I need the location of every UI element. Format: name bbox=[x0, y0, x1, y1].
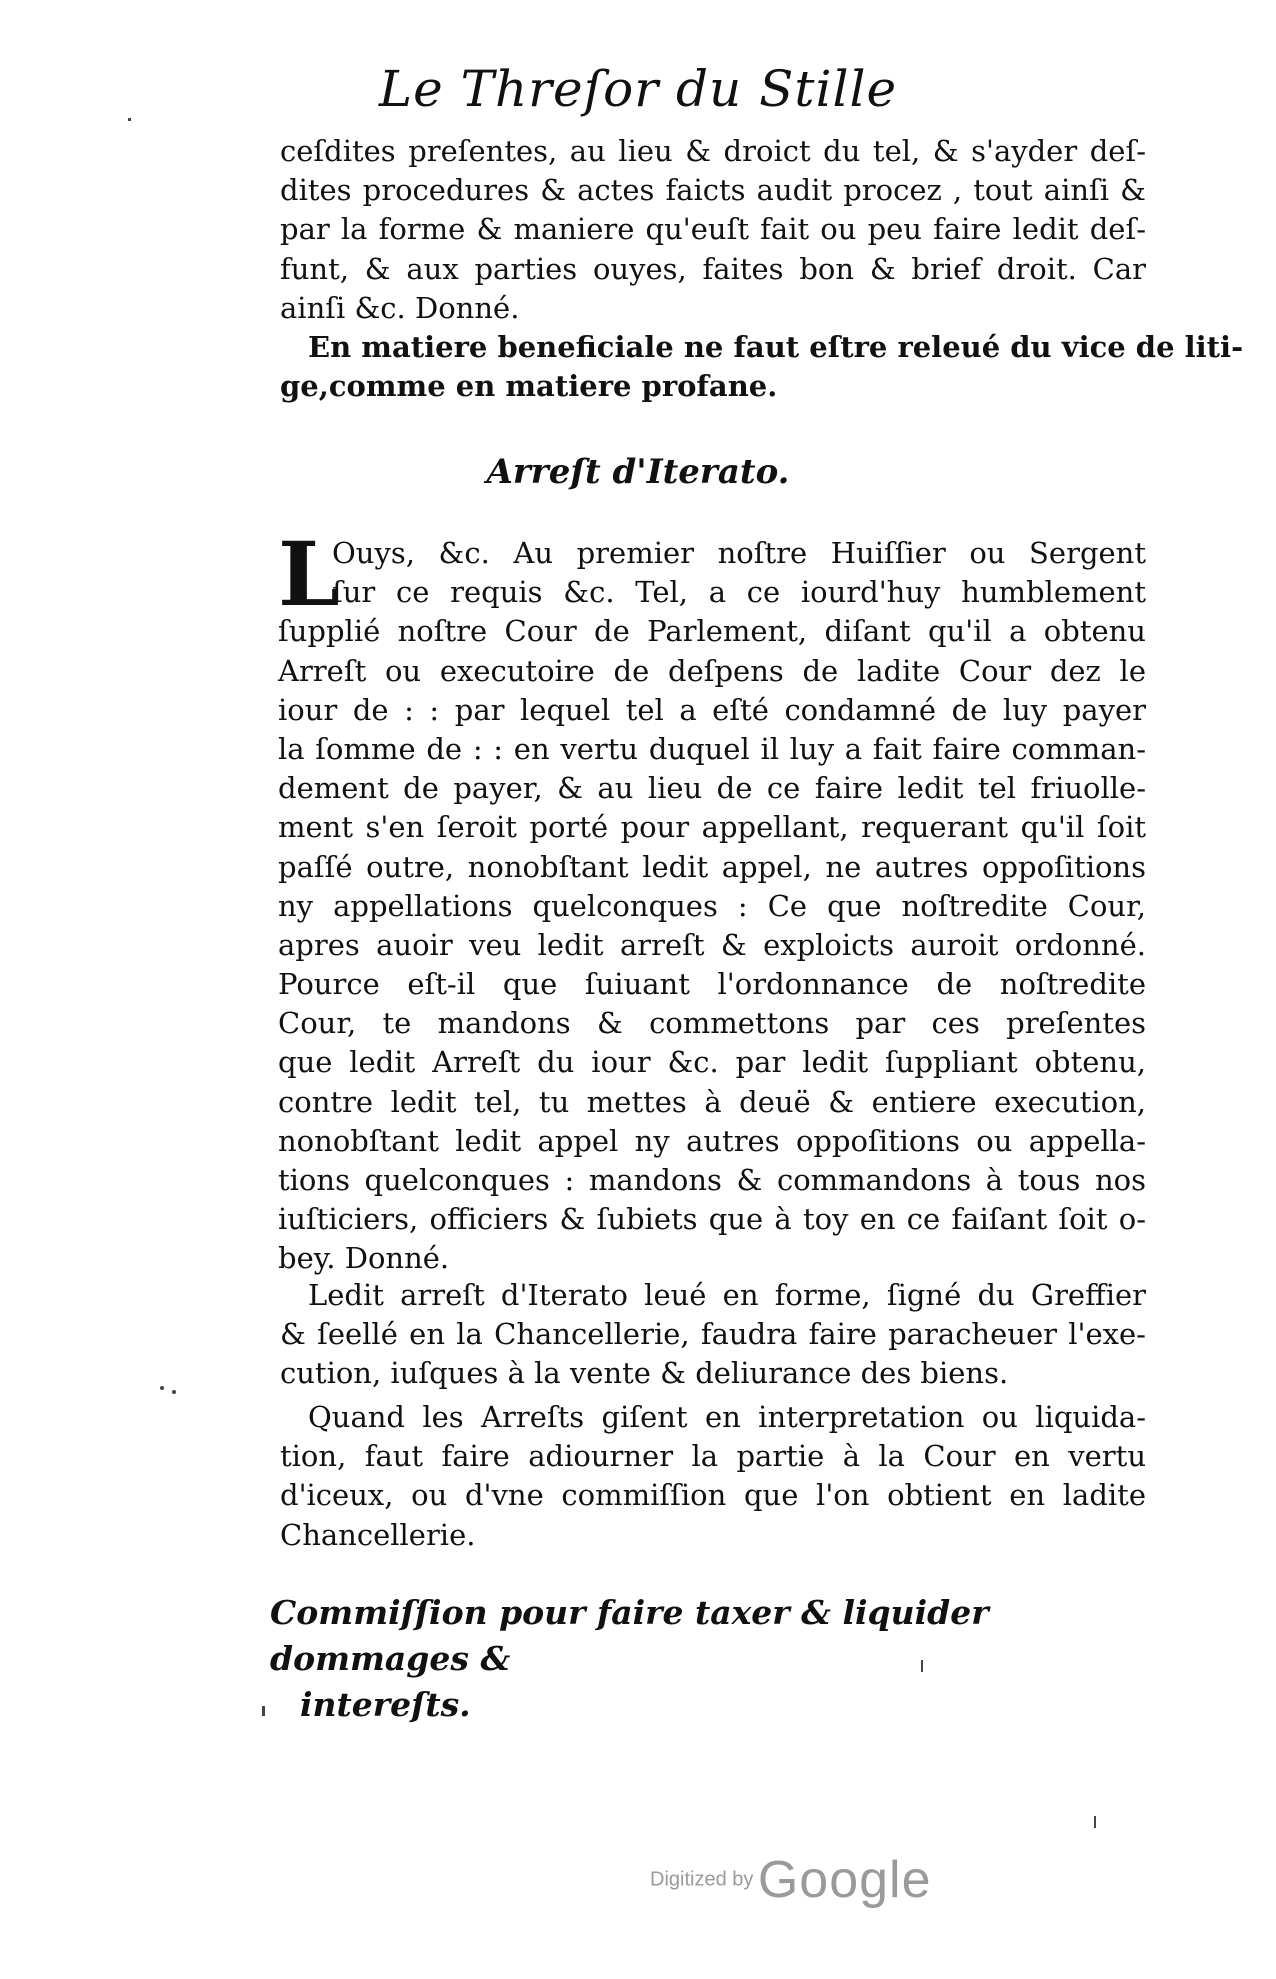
text-line: nonobſtant ledit appel ny autres oppoſitions ou appella- bbox=[278, 1123, 1146, 1158]
heading-line: intereſts. bbox=[300, 1685, 471, 1724]
text-line: Quand les Arreſts giſent en interpretation ou liquida- bbox=[308, 1400, 1146, 1434]
text-line: tions quelconques : mandons & commandons à tous nos bbox=[278, 1163, 1146, 1197]
text-line: d'iceux, ou d'vne commiſſion que l'on obtient en ladite bbox=[280, 1478, 1146, 1513]
text-line: paſſé outre, nonobſtant ledit appel, ne autres oppoſitions bbox=[278, 849, 1146, 884]
text-line: que ledit Arreſt du iour &c. par ledit ſuppliant obtenu, bbox=[278, 1045, 1146, 1080]
paragraph-iterato bbox=[280, 1276, 1146, 1394]
digitized-label: Digitized by bbox=[650, 1868, 754, 1891]
text-line: funt, & aux parties ouyes, faites bon & brief droit. Car bbox=[280, 251, 1146, 286]
text-line: Ouys, &c. Au premier noſtre Huiſſier ou Sergent bbox=[332, 536, 1146, 570]
text-line: iuſticiers, officiers & ſubiets que à toy en ce faiſant ſoit o- bbox=[278, 1202, 1146, 1237]
text-line: Cour, te mandons & commettons par ces preſentes bbox=[278, 1006, 1146, 1041]
section-heading-arrest: Arreſt d'Iterato. bbox=[486, 452, 790, 492]
print-speck bbox=[921, 1660, 923, 1672]
text-line: apres auoir veu ledit arreſt & exploicts auroit ordonné. bbox=[278, 927, 1146, 962]
paragraph-continuation bbox=[280, 132, 1146, 328]
print-speck bbox=[262, 1706, 265, 1716]
drop-cap: L bbox=[278, 522, 340, 626]
section-heading-commission bbox=[270, 1590, 1150, 1728]
digitized-watermark bbox=[650, 1850, 932, 1910]
letter-body bbox=[278, 534, 1146, 1279]
paragraph-interpretation bbox=[280, 1398, 1146, 1555]
text-line: contre ledit tel, tu mettes à deuë & entiere execution, bbox=[278, 1084, 1146, 1119]
print-speck bbox=[1094, 1816, 1096, 1828]
google-wordmark: Google bbox=[757, 1851, 932, 1909]
text-line: En matiere beneficiale ne faut eſtre releué du vice de liti- bbox=[308, 330, 1244, 364]
text-line: & ſeellé en la Chancellerie, faudra faire paracheuer l'exe- bbox=[280, 1317, 1146, 1352]
text-line: ſur ce requis &c. Tel, a ce iourd'huy humblement bbox=[332, 575, 1146, 610]
running-head: Le Threſor du Stille bbox=[378, 60, 898, 118]
print-speck bbox=[172, 1390, 176, 1394]
text-line: Pource eſt-il que ſuiuant l'ordonnance de noſtredite bbox=[278, 967, 1146, 1002]
text-line: ainſi &c. Donné. bbox=[280, 290, 520, 325]
text-line: cution, iuſques à la vente & deliurance des biens. bbox=[280, 1356, 1009, 1391]
text-line: bey. Donné. bbox=[278, 1241, 450, 1276]
text-line: ment s'en ſeroit porté pour appellant, requerant qu'il ſoit bbox=[278, 810, 1146, 845]
text-line: par la forme & maniere qu'euſt fait ou peu faire ledit deſ- bbox=[280, 212, 1146, 247]
paragraph-beneficiale bbox=[280, 328, 1244, 406]
text-line: ge,comme en matiere profane. bbox=[280, 369, 778, 404]
text-line: Arreſt ou executoire de deſpens de ladite Cour dez le bbox=[278, 653, 1146, 688]
text-line: tion, faut faire adiourner la partie à la Cour en vertu bbox=[280, 1439, 1146, 1474]
text-line: dites procedures & actes faicts audit procez , tout ainſi & bbox=[280, 173, 1146, 208]
text-line: ny appellations quelconques : Ce que noſtredite Cour, bbox=[278, 888, 1146, 923]
text-line: Chancellerie. bbox=[280, 1517, 476, 1552]
heading-line: Commiſſion pour faire taxer & liquider dommages & bbox=[270, 1593, 989, 1678]
text-line: dement de payer, & au lieu de ce faire ledit tel friuolle- bbox=[278, 771, 1146, 806]
print-speck bbox=[160, 1386, 164, 1390]
text-line: la ſomme de : : en vertu duquel il luy a fait faire comman- bbox=[278, 731, 1146, 766]
text-line: Ledit arreſt d'Iterato leué en forme, ſigné du Greffier bbox=[308, 1278, 1146, 1312]
text-line: ceſdites preſentes, au lieu & droict du tel, & s'ayder deſ- bbox=[280, 134, 1146, 168]
text-line: iour de : : par lequel tel a eſté condamné de luy payer bbox=[278, 692, 1146, 727]
text-line: ſupplié noſtre Cour de Parlement, diſant qu'il a obtenu bbox=[278, 614, 1146, 649]
print-speck bbox=[128, 118, 131, 121]
